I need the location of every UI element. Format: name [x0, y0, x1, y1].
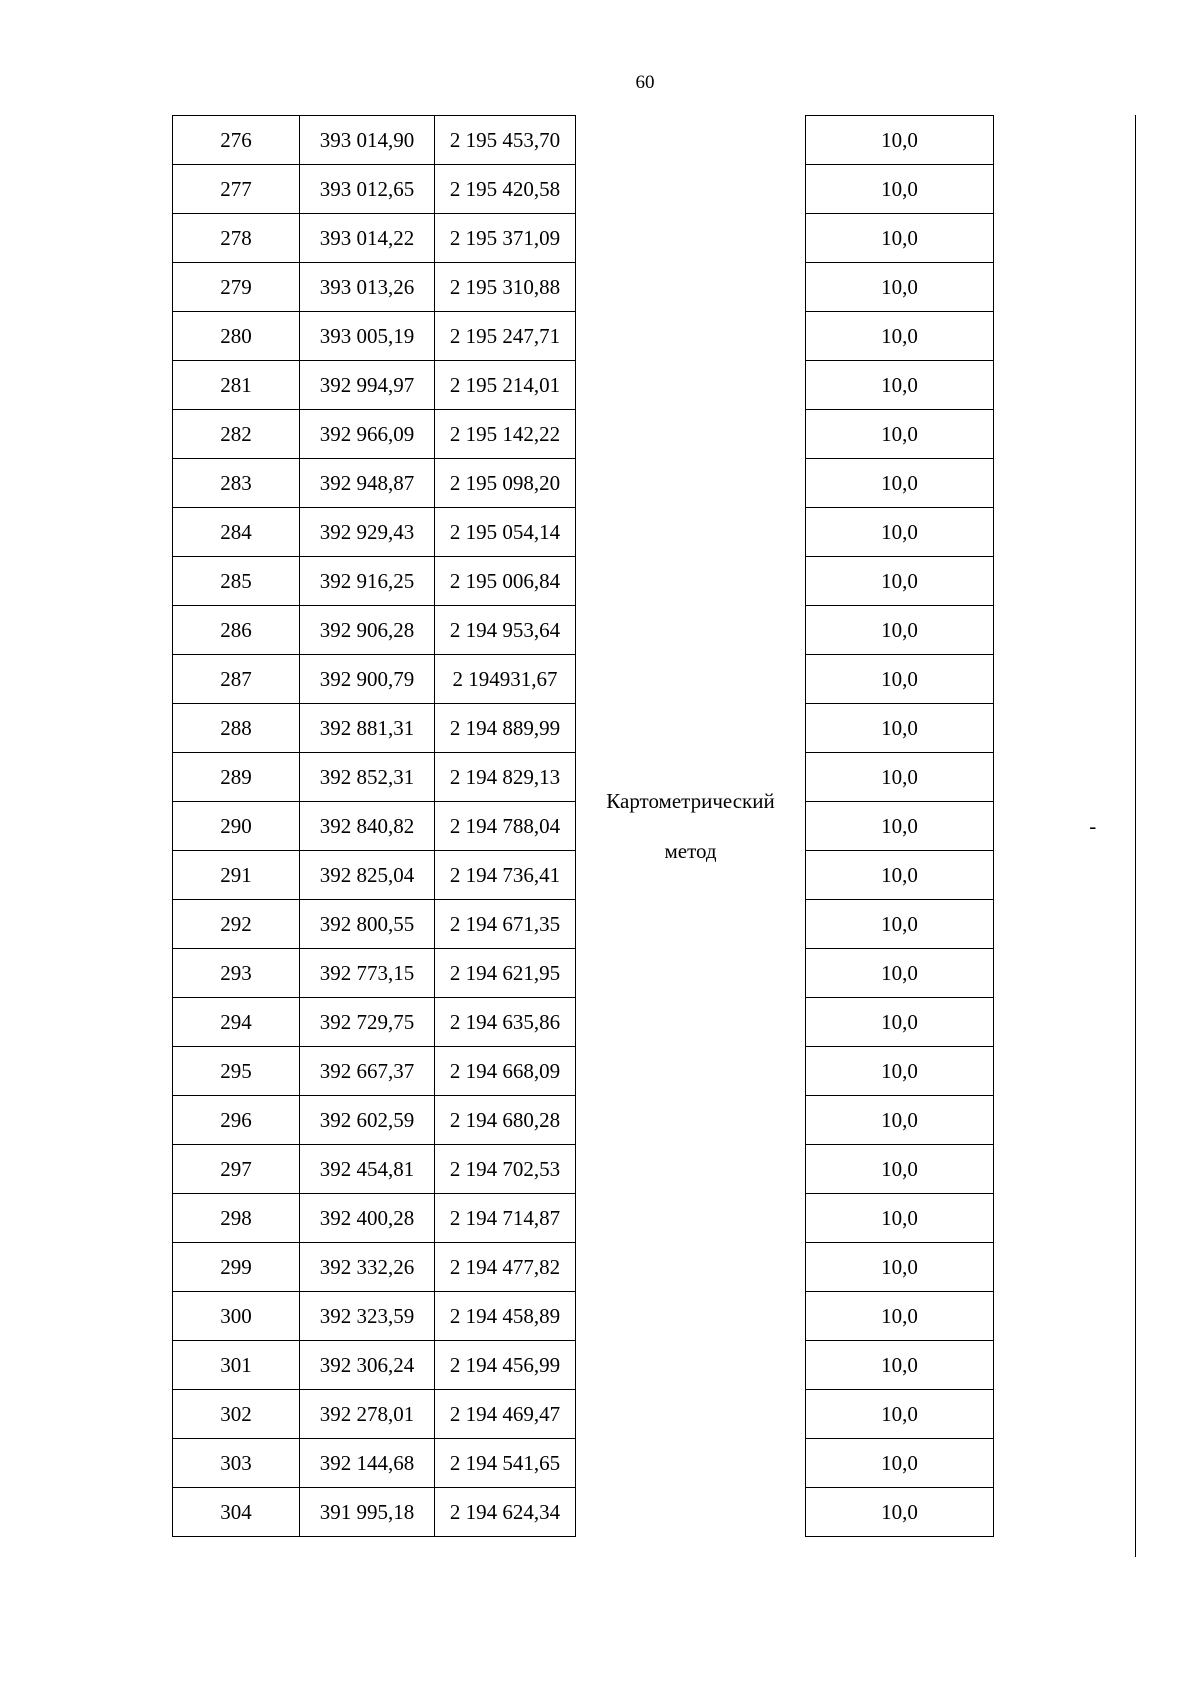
y-coordinate-cell: 2 194 635,86	[435, 998, 576, 1047]
y-coordinate-cell: 2 195 142,22	[435, 410, 576, 459]
y-coordinate-cell: 2 194 456,99	[435, 1341, 576, 1390]
point-number-cell: 282	[173, 410, 300, 459]
note-value: -	[1089, 813, 1097, 838]
x-coordinate-cell: 392 929,43	[300, 508, 435, 557]
x-coordinate-cell: 393 012,65	[300, 165, 435, 214]
accuracy-cell: 10,0	[806, 165, 994, 214]
point-number-cell: 292	[173, 900, 300, 949]
x-coordinate-cell: 392 852,31	[300, 753, 435, 802]
x-coordinate-cell: 392 278,01	[300, 1390, 435, 1439]
point-number-cell: 281	[173, 361, 300, 410]
x-coordinate-cell: 392 667,37	[300, 1047, 435, 1096]
accuracy-cell: 10,0	[806, 1047, 994, 1096]
x-coordinate-cell: 391 995,18	[300, 1488, 435, 1537]
x-coordinate-cell: 392 994,97	[300, 361, 435, 410]
point-number-cell: 278	[173, 214, 300, 263]
accuracy-cell: 10,0	[806, 949, 994, 998]
point-number-cell: 279	[173, 263, 300, 312]
y-coordinate-cell: 2 194 680,28	[435, 1096, 576, 1145]
point-number-cell: 288	[173, 704, 300, 753]
accuracy-cell: 10,0	[806, 1390, 994, 1439]
y-coordinate-cell: 2 194 541,65	[435, 1439, 576, 1488]
y-coordinate-cell: 2 194 624,34	[435, 1488, 576, 1537]
accuracy-cell: 10,0	[806, 753, 994, 802]
method-label-line2: метод	[664, 839, 717, 863]
right-border-line	[1135, 115, 1136, 1557]
x-coordinate-cell: 392 840,82	[300, 802, 435, 851]
point-number-cell: 304	[173, 1488, 300, 1537]
accuracy-cell: 10,0	[806, 557, 994, 606]
accuracy-cell: 10,0	[806, 1194, 994, 1243]
x-coordinate-cell: 393 014,90	[300, 116, 435, 165]
x-coordinate-cell: 392 916,25	[300, 557, 435, 606]
point-number-cell: 285	[173, 557, 300, 606]
x-coordinate-cell: 392 729,75	[300, 998, 435, 1047]
accuracy-cell: 10,0	[806, 410, 994, 459]
accuracy-cell: 10,0	[806, 1243, 994, 1292]
y-coordinate-cell: 2 194931,67	[435, 655, 576, 704]
accuracy-cell: 10,0	[806, 312, 994, 361]
coordinates-table	[172, 115, 1138, 1537]
y-coordinate-cell: 2 194 458,89	[435, 1292, 576, 1341]
y-coordinate-cell: 2 195 371,09	[435, 214, 576, 263]
point-number-cell: 284	[173, 508, 300, 557]
point-number-cell: 299	[173, 1243, 300, 1292]
coordinates-table-body	[173, 116, 1138, 1537]
y-coordinate-cell: 2 195 310,88	[435, 263, 576, 312]
y-coordinate-cell: 2 194 702,53	[435, 1145, 576, 1194]
y-coordinate-cell: 2 195 214,01	[435, 361, 576, 410]
x-coordinate-cell: 393 014,22	[300, 214, 435, 263]
x-coordinate-cell: 392 825,04	[300, 851, 435, 900]
x-coordinate-cell: 393 005,19	[300, 312, 435, 361]
accuracy-cell: 10,0	[806, 214, 994, 263]
accuracy-cell: 10,0	[806, 361, 994, 410]
point-number-cell: 300	[173, 1292, 300, 1341]
y-coordinate-cell: 2 195 247,71	[435, 312, 576, 361]
accuracy-cell: 10,0	[806, 1292, 994, 1341]
point-number-cell: 289	[173, 753, 300, 802]
point-number-cell: 298	[173, 1194, 300, 1243]
x-coordinate-cell: 392 900,79	[300, 655, 435, 704]
point-number-cell: 287	[173, 655, 300, 704]
accuracy-cell: 10,0	[806, 1145, 994, 1194]
point-number-cell: 302	[173, 1390, 300, 1439]
x-coordinate-cell: 392 400,28	[300, 1194, 435, 1243]
x-coordinate-cell: 392 323,59	[300, 1292, 435, 1341]
point-number-cell: 286	[173, 606, 300, 655]
accuracy-cell: 10,0	[806, 263, 994, 312]
point-number-cell: 301	[173, 1341, 300, 1390]
point-number-cell: 276	[173, 116, 300, 165]
point-number-cell: 291	[173, 851, 300, 900]
x-coordinate-cell: 392 966,09	[300, 410, 435, 459]
accuracy-cell: 10,0	[806, 1341, 994, 1390]
x-coordinate-cell: 392 332,26	[300, 1243, 435, 1292]
x-coordinate-cell: 392 144,68	[300, 1439, 435, 1488]
accuracy-cell: 10,0	[806, 116, 994, 165]
page-number: 60	[635, 72, 655, 93]
table-row	[173, 116, 1138, 165]
y-coordinate-cell: 2 194 889,99	[435, 704, 576, 753]
y-coordinate-cell: 2 194 469,47	[435, 1390, 576, 1439]
method-label-line1: Картометрический	[606, 789, 775, 813]
point-number-cell: 290	[173, 802, 300, 851]
x-coordinate-cell: 392 881,31	[300, 704, 435, 753]
y-coordinate-cell: 2 194 736,41	[435, 851, 576, 900]
y-coordinate-cell: 2 194 788,04	[435, 802, 576, 851]
accuracy-cell: 10,0	[806, 1439, 994, 1488]
y-coordinate-cell: 2 195 098,20	[435, 459, 576, 508]
point-number-cell: 293	[173, 949, 300, 998]
accuracy-cell: 10,0	[806, 508, 994, 557]
accuracy-cell: 10,0	[806, 704, 994, 753]
x-coordinate-cell: 392 800,55	[300, 900, 435, 949]
point-number-cell: 283	[173, 459, 300, 508]
accuracy-cell: 10,0	[806, 900, 994, 949]
y-coordinate-cell: 2 195 006,84	[435, 557, 576, 606]
x-coordinate-cell: 393 013,26	[300, 263, 435, 312]
y-coordinate-cell: 2 194 829,13	[435, 753, 576, 802]
x-coordinate-cell: 392 948,87	[300, 459, 435, 508]
x-coordinate-cell: 392 306,24	[300, 1341, 435, 1390]
accuracy-cell: 10,0	[806, 459, 994, 508]
x-coordinate-cell: 392 906,28	[300, 606, 435, 655]
point-number-cell: 303	[173, 1439, 300, 1488]
point-number-cell: 295	[173, 1047, 300, 1096]
accuracy-cell: 10,0	[806, 802, 994, 851]
y-coordinate-cell: 2 195 420,58	[435, 165, 576, 214]
accuracy-cell: 10,0	[806, 655, 994, 704]
y-coordinate-cell: 2 194 714,87	[435, 1194, 576, 1243]
point-number-cell: 277	[173, 165, 300, 214]
point-number-cell: 296	[173, 1096, 300, 1145]
y-coordinate-cell: 2 195 054,14	[435, 508, 576, 557]
accuracy-cell: 10,0	[806, 1488, 994, 1537]
note-cell	[994, 116, 1138, 1537]
point-number-cell: 297	[173, 1145, 300, 1194]
method-cell	[576, 116, 806, 1537]
point-number-cell: 294	[173, 998, 300, 1047]
y-coordinate-cell: 2 194 953,64	[435, 606, 576, 655]
accuracy-cell: 10,0	[806, 1096, 994, 1145]
point-number-cell: 280	[173, 312, 300, 361]
accuracy-cell: 10,0	[806, 606, 994, 655]
y-coordinate-cell: 2 194 668,09	[435, 1047, 576, 1096]
x-coordinate-cell: 392 602,59	[300, 1096, 435, 1145]
accuracy-cell: 10,0	[806, 851, 994, 900]
y-coordinate-cell: 2 194 477,82	[435, 1243, 576, 1292]
accuracy-cell: 10,0	[806, 998, 994, 1047]
x-coordinate-cell: 392 454,81	[300, 1145, 435, 1194]
y-coordinate-cell: 2 195 453,70	[435, 116, 576, 165]
y-coordinate-cell: 2 194 621,95	[435, 949, 576, 998]
y-coordinate-cell: 2 194 671,35	[435, 900, 576, 949]
x-coordinate-cell: 392 773,15	[300, 949, 435, 998]
